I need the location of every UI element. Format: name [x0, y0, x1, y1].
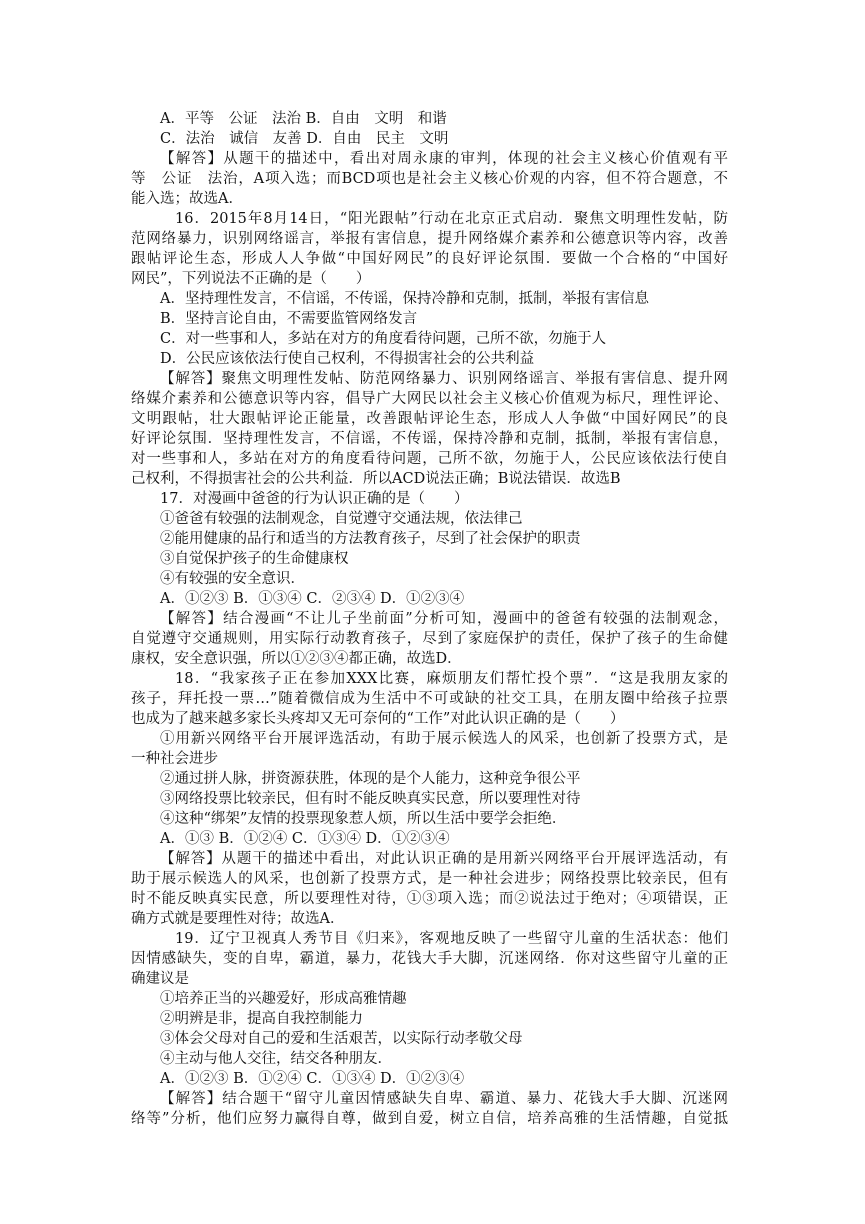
q17-answer-line: 康权，安全意识强，所以①②③④都正确，故选D． — [131, 651, 462, 667]
q16-stem-line: 范网络暴力，识别网络谣言，举报有害信息，提升网络媒介素养和公德意识等内容，改善 — [131, 231, 728, 247]
q18-answer-line: 【解答】从题干的描述中看出，对此认识正确的是用新兴网络平台开展评选活动，有 — [160, 851, 728, 867]
q19-statement-3: ③体会父母对自己的爱和生活艰苦，以实际行动孝敬父母 — [160, 1031, 523, 1047]
q16-answer-line: 【解答】聚焦文明理性发帖、防范网络暴力、识别网络谣言、举报有害信息、提升网 — [160, 371, 728, 387]
q19-statement-4: ④主动与他人交往，结交各种朋友． — [160, 1051, 392, 1067]
q19-stem-line: 因情感缺失，变的自卑，霸道，暴力，花钱大手大脚，沉迷网络．你对这些留守儿童的正 — [131, 951, 728, 967]
q18-answer-line: 时不能反映真实民意，所以要理性对待，①③项入选；而②说法过于绝对；④项错误，正 — [131, 891, 728, 907]
q18-answer-line: 助于展示候选人的风采，也创新了投票方式，是一种社会进步；网络投票比较亲民，但有 — [131, 871, 728, 887]
q15-answer-line: 等 公证 法治，A项入选；而BCD项也是社会主义核心价观的内容，但不符合题意，不 — [131, 171, 728, 187]
q18-stem-line: 也成为了越来越多家长头疼却又无可奈何的“工作”对此认识正确的是（ ） — [131, 711, 625, 727]
q16-stem-line: 网民”，下列说法不正确的是（ ） — [131, 271, 371, 287]
q16-option-c: C．对一些事和人，多站在对方的角度看待问题，己所不欲，勿施于人 — [160, 331, 607, 347]
q17-stem: 17．对漫画中爸爸的行为认识正确的是（ ） — [160, 491, 469, 507]
q17-statement-3: ③自觉保护孩子的生命健康权 — [160, 551, 349, 567]
q16-answer-line: 络媒介素养和公德意识等内容，倡导广大网民以社会主义核心价值观为标尺，理性评论、 — [131, 391, 728, 407]
q16-stem-line: 跟帖评论生态，形成人人争做“中国好网民”的良好评论氛围．要做一个合格的“中国好 — [131, 251, 728, 267]
q15-answer-line: 能入选；故选A． — [131, 191, 243, 207]
q18-statement-2: ②通过拼人脉，拼资源获胜，体现的是个人能力，这种竞争很公平 — [160, 771, 581, 787]
q15-answer-line: 【解答】从题干的描述中，看出对周永康的审判，体现的社会主义核心价值观有平 — [160, 151, 728, 167]
q18-statement-1-cont: 一种社会进步 — [131, 751, 218, 767]
q18-stem-line: 18．“我家孩子正在参加XXX比赛，麻烦朋友们帮忙投个票”．“这是我朋友家的 — [175, 671, 728, 687]
q19-answer-line: 络等”分析，他们应努力赢得自尊，做到自爱，树立自信，培养高雅的生活情趣，自觉抵 — [131, 1111, 728, 1127]
q17-answer-line: 【解答】结合漫画“不让儿子坐前面”分析可知，漫画中的爸爸有较强的法制观念， — [160, 611, 728, 627]
q19-stem-line: 19．辽宁卫视真人秀节目《归来》，客观地反映了一些留守儿童的生活状态：他们 — [175, 931, 728, 947]
q16-answer-line: 对一些事和人，多站在对方的角度看待问题，己所不欲，勿施于人，公民应该依法行使自 — [131, 451, 728, 467]
q15-options-cd: C．法治 诚信 友善 D．自由 民主 文明 — [160, 131, 449, 147]
q17-statement-2: ②能用健康的品行和适当的方法教育孩子，尽到了社会保护的职责 — [160, 531, 581, 547]
q16-stem-line: 16．2015年8月14日，“阳光跟帖”行动在北京正式启动．聚焦文明理性发帖，防 — [175, 211, 728, 227]
q16-option-b: B．坚持言论自由，不需要监管网络发言 — [160, 311, 418, 327]
q19-stem-line: 确建议是 — [131, 971, 189, 987]
q18-stem-line: 孩子，拜托投一票…”随着微信成为生活中不可或缺的社交工具，在朋友圈中给孩子拉票 — [131, 691, 728, 707]
q16-answer-line: 己权利，不得损害社会的公共利益．所以ACD说法正确；B说法错误．故选B — [131, 471, 621, 487]
q17-statement-4: ④有较强的安全意识． — [160, 571, 305, 587]
q17-statement-1: ①爸爸有较强的法制观念，自觉遵守交通法规，依法律己 — [160, 511, 523, 527]
q19-statement-2: ②明辨是非，提高自我控制能力 — [160, 1011, 363, 1027]
q18-statement-3: ③网络投票比较亲民，但有时不能反映真实民意，所以要理性对待 — [160, 791, 581, 807]
q18-statement-4: ④这种“绑架”友情的投票现象惹人烦，所以生活中要学会拒绝． — [160, 811, 567, 827]
q18-answer-line: 确方式就是要理性对待；故选A． — [131, 911, 345, 927]
q17-answer-line: 自觉遵守交通规则，用实际行动教育孩子，尽到了家庭保护的责任，保护了孩子的生命健 — [131, 631, 728, 647]
q16-answer-line: 好评论氛围．坚持理性发言，不信谣，不传谣，保持冷静和克制，抵制，举报有害信息， — [131, 431, 728, 447]
q16-option-d: D．公民应该依法行使自己权利，不得损害社会的公共利益 — [160, 351, 535, 367]
q19-options: A．①②③ B．①②④ C．①③④ D．①②③④ — [160, 1071, 465, 1087]
q18-options: A．①③ B．①②④ C．①③④ D．①②③④ — [160, 831, 450, 847]
q17-options: A．①②③ B．①③④ C．②③④ D．①②③④ — [160, 591, 465, 607]
q19-answer-line: 【解答】结合题干“留守儿童因情感缺失自卑、霸道、暴力、花钱大手大脚、沉迷网 — [160, 1091, 728, 1107]
q15-options-ab: A．平等 公证 法治 B．自由 文明 和谐 — [160, 111, 447, 127]
q19-statement-1: ①培养正当的兴趣爱好，形成高雅情趣 — [160, 991, 407, 1007]
q18-statement-1: ①用新兴网络平台开展评选活动，有助于展示候选人的风采，也创新了投票方式，是 — [160, 731, 728, 747]
q16-answer-line: 文明跟帖，壮大跟帖评论正能量，改善跟帖评论生态，形成人人争做“中国好网民”的良 — [131, 411, 728, 427]
q16-option-a: A．坚持理性发言，不信谣，不传谣，保持冷静和克制，抵制，举报有害信息 — [160, 291, 649, 307]
